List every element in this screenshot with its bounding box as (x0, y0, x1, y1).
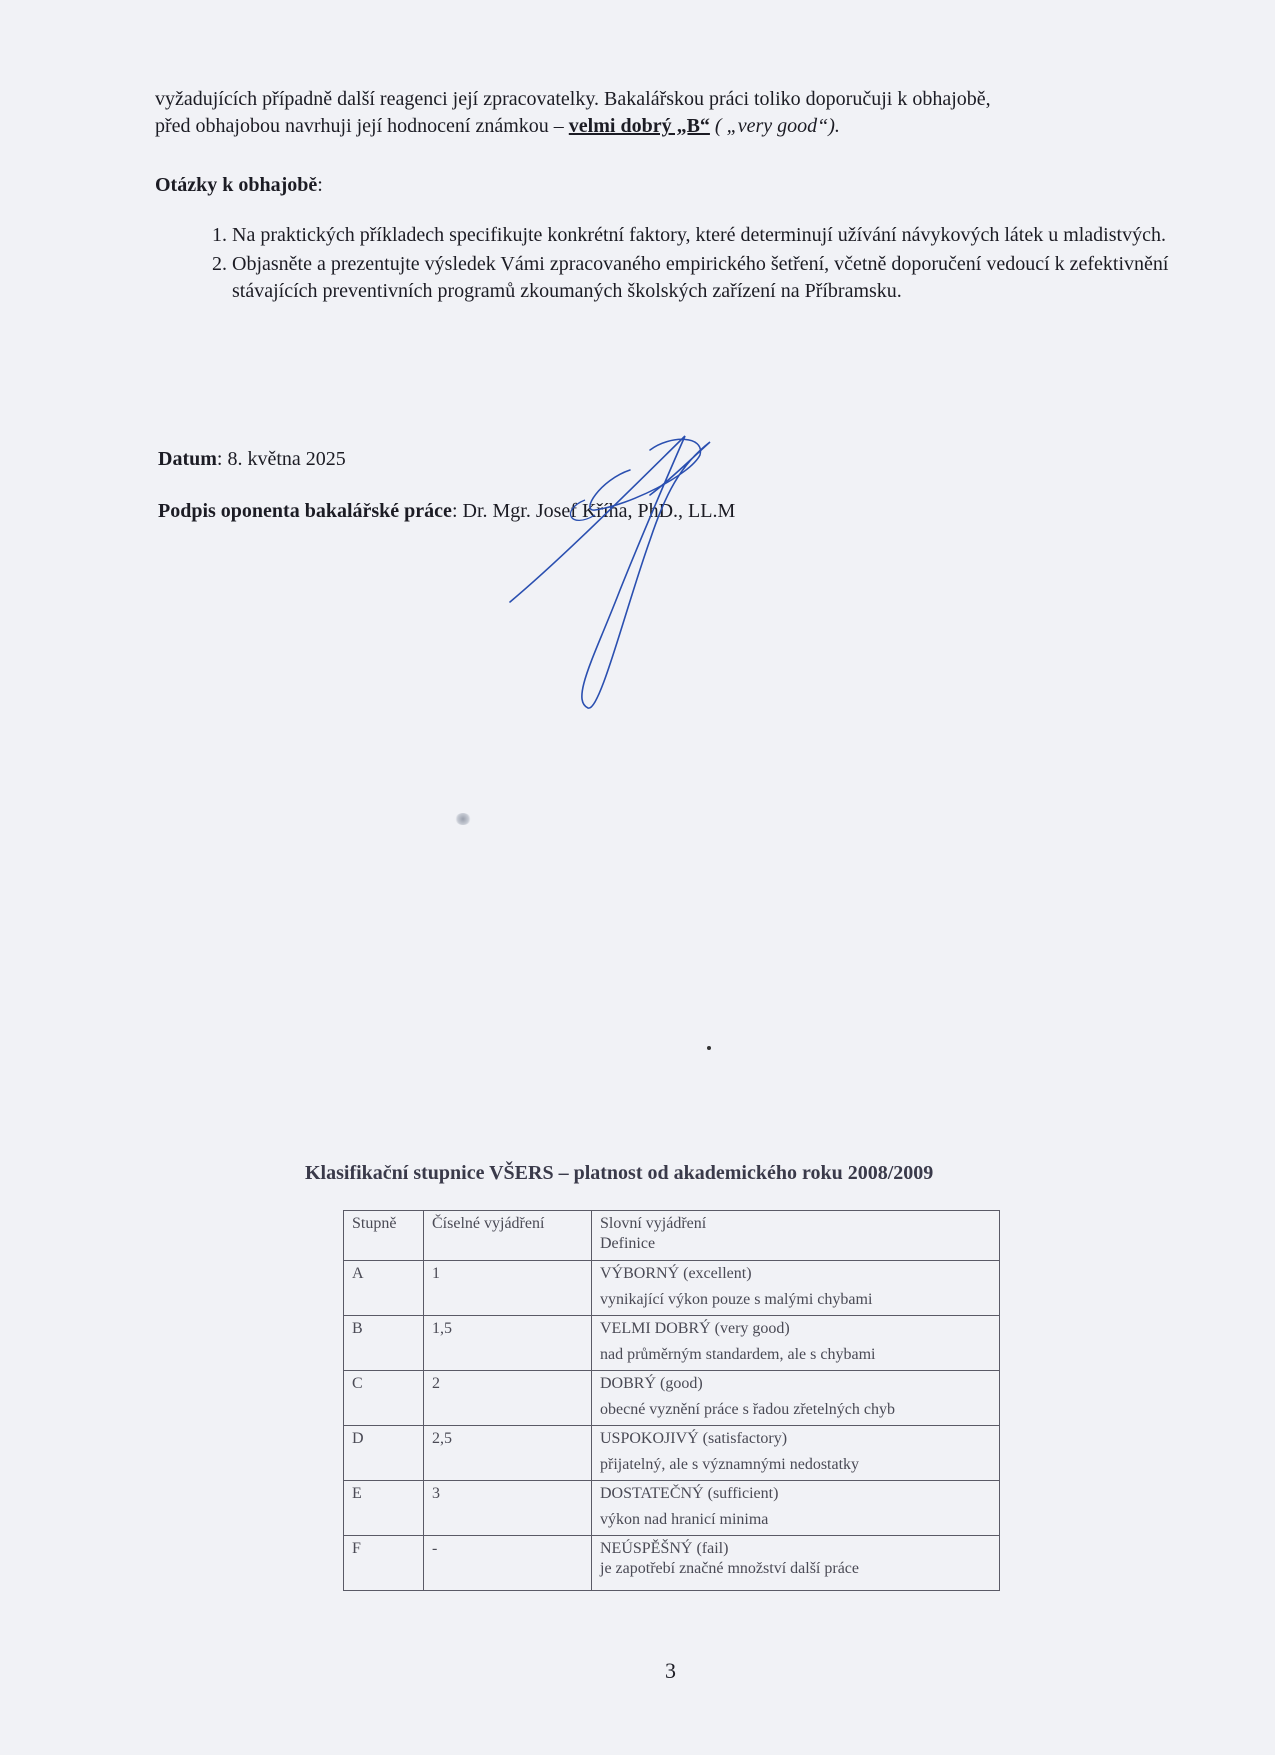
grade-definition: vynikající výkon pouze s malými chybami (600, 1291, 873, 1308)
grade-word: DOBRÝ (good) (600, 1375, 703, 1392)
table-row (344, 1371, 1000, 1426)
word-cell (592, 1261, 1000, 1316)
ink-smudge (455, 813, 471, 825)
questions-heading: Otázky k obhajobě: (155, 174, 323, 196)
grade-word: VÝBORNÝ (excellent) (600, 1265, 752, 1282)
reviewer-name: Dr. Mgr. Josef Kříha, PhD., LL.M (462, 500, 736, 522)
grade-definition: je zapotřebí značné množství další práce (600, 1560, 859, 1577)
grading-scale-title: Klasifikační stupnice VŠERS – platnost od akademického roku 2008/2009 (305, 1162, 934, 1184)
table-row (344, 1261, 1000, 1316)
grade-word: DOSTATEČNÝ (sufficient) (600, 1485, 779, 1502)
word-cell (592, 1316, 1000, 1371)
signature-line: Podpis oponenta bakalářské práce: Dr. Mgr. Josef Kříha, PhD., LL.M (158, 500, 736, 522)
table-row (344, 1536, 1000, 1591)
grade-word: NEÚSPĚŠNÝ (fail) (600, 1540, 729, 1557)
word-cell (592, 1481, 1000, 1536)
handwritten-signature (500, 430, 730, 720)
number-cell: 2,5 (424, 1426, 592, 1481)
questions-list (190, 222, 1172, 307)
grade-word: USPOKOJIVÝ (satisfactory) (600, 1430, 788, 1447)
question-item: 2. Objasněte a prezentujte výsledek Vámi zpracovaného empirického šetření, včetně doporučení vedoucí k zefektivnění stávajících preventivních programů zkoumaných školských zařízení na Příbramsku. (232, 251, 1172, 305)
grade-definition: přijatelný, ale s významnými nedostatky (600, 1456, 860, 1473)
recommended-grade: velmi dobrý „B“ (568, 115, 710, 137)
questions-heading-text: Otázky k obhajobě (155, 174, 318, 196)
grade-definition: nad průměrným standardem, ale s chybami (600, 1346, 876, 1363)
grade-cell: A (344, 1261, 424, 1316)
ink-dot (707, 1046, 711, 1050)
date-label: Datum (158, 448, 217, 470)
table-row (344, 1426, 1000, 1481)
header-words-line1: Slovní vyjádření (600, 1215, 707, 1232)
page-number: 3 (665, 1658, 676, 1683)
grade-definition: výkon nad hranicí minima (600, 1511, 769, 1528)
table-header-row (344, 1211, 1000, 1261)
number-cell: 1 (424, 1261, 592, 1316)
table-row (344, 1316, 1000, 1371)
grade-cell: B (344, 1316, 424, 1371)
grade-definition: obecné vyznění práce s řadou zřetelných chyb (600, 1401, 895, 1418)
date-value: 8. května 2025 (227, 448, 346, 470)
grade-word: VELMI DOBRÝ (very good) (600, 1320, 790, 1337)
word-cell (592, 1371, 1000, 1426)
table-row (344, 1481, 1000, 1536)
paragraph-line-1: vyžadujících případně další reagenci její zpracovatelky. Bakalářskou práci toliko doporučuji k obhajobě, (155, 88, 991, 110)
header-grade: Stupně (344, 1211, 424, 1261)
grading-scale-table (343, 1210, 1000, 1591)
grade-cell: E (344, 1481, 424, 1536)
paragraph-line-2-text: před obhajobou navrhuji její hodnocení známkou – (155, 115, 569, 137)
header-number: Číselné vyjádření (424, 1211, 592, 1261)
question-item: 1. Na praktických příkladech specifikujte konkrétní faktory, které determinují užívání návykových látek u mladistvých. (232, 222, 1172, 249)
header-words (592, 1211, 1000, 1261)
signature-label: Podpis oponenta bakalářské práce (158, 500, 452, 522)
closing-paragraph (155, 86, 1155, 140)
grade-cell: D (344, 1426, 424, 1481)
grade-cell: C (344, 1371, 424, 1426)
number-cell: 1,5 (424, 1316, 592, 1371)
number-cell: - (424, 1536, 592, 1591)
word-cell (592, 1536, 1000, 1591)
date-line: Datum: 8. května 2025 (158, 448, 346, 470)
number-cell: 3 (424, 1481, 592, 1536)
number-cell: 2 (424, 1371, 592, 1426)
header-words-line2: Definice (600, 1235, 656, 1252)
paragraph-line-2 (155, 113, 1155, 140)
word-cell (592, 1426, 1000, 1481)
grade-cell: F (344, 1536, 424, 1591)
grade-translation: ( „very good“). (709, 115, 840, 137)
